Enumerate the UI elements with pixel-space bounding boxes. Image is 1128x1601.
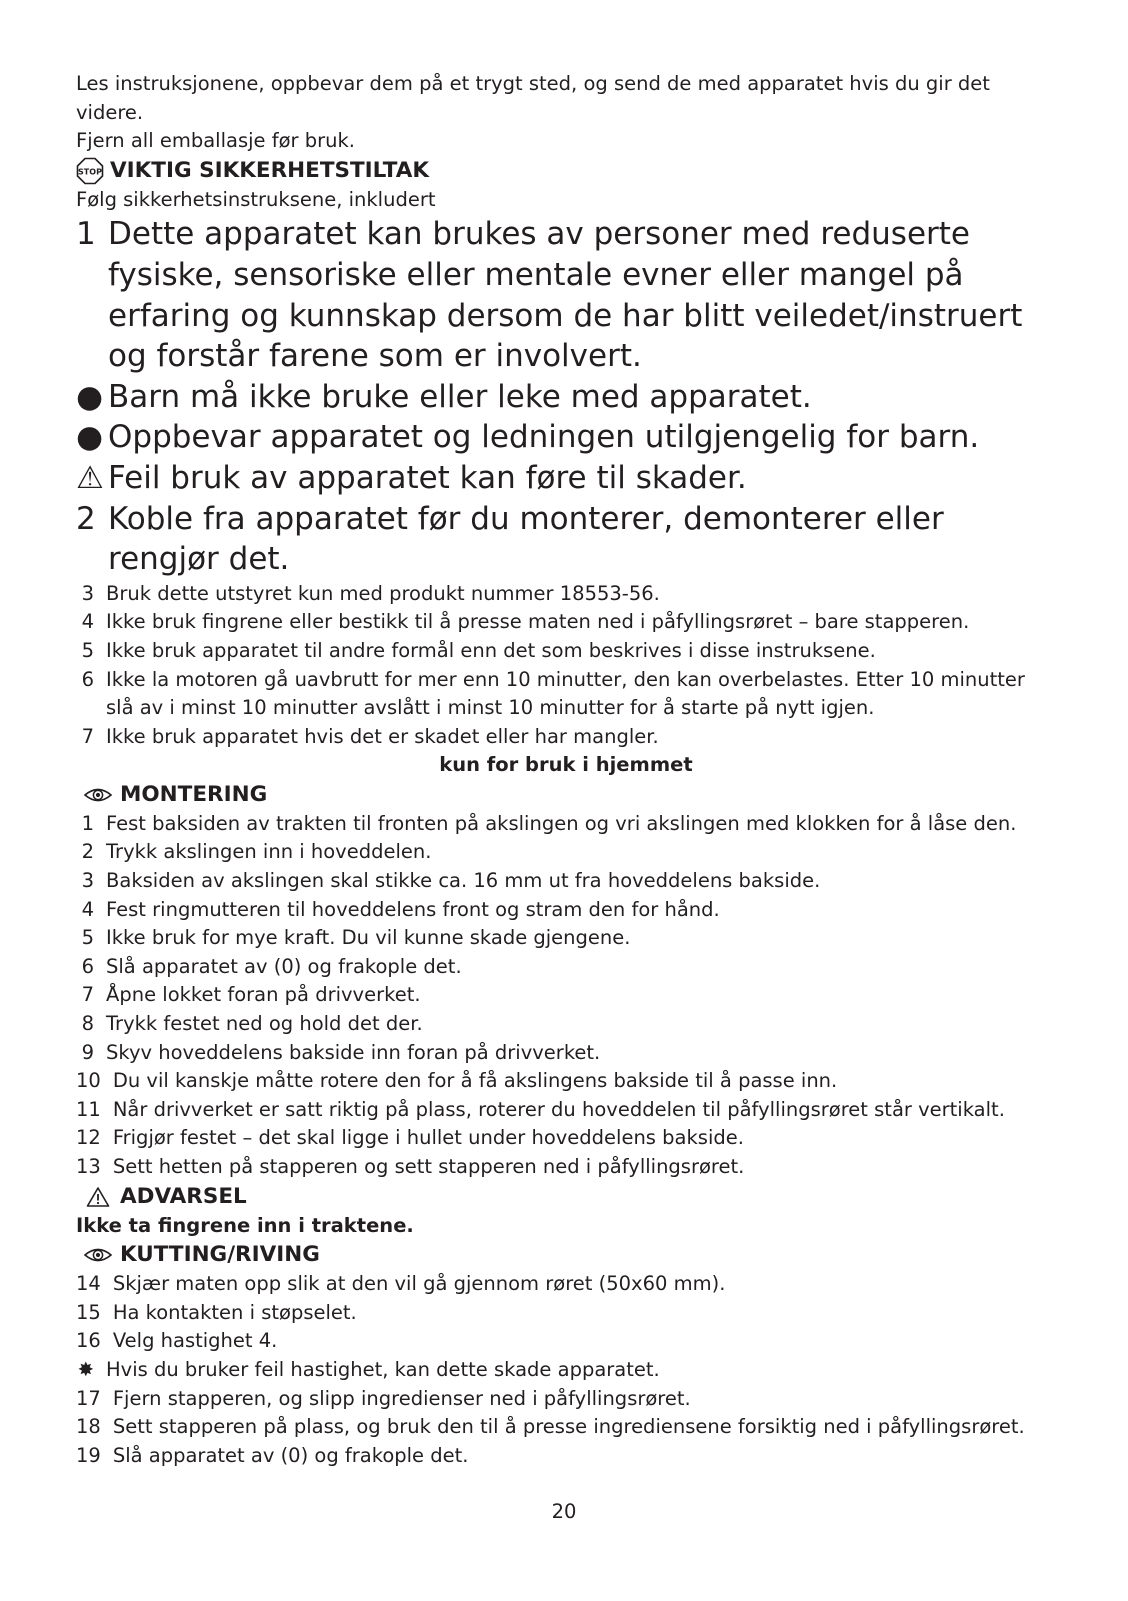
item-number: 14 <box>76 1272 101 1296</box>
item-number: 5 <box>81 926 94 950</box>
safety-title: VIKTIG SIKKERHETSTILTAK <box>110 157 430 183</box>
item-text: Ha kontakten i støpselet. <box>112 1300 357 1324</box>
item-text: Slå apparatet av (0) og frakople det. <box>106 954 462 978</box>
item-text: Skyv hoveddelens bakside inn foran på drivverket. <box>106 1040 601 1064</box>
assembly-heading <box>76 780 1056 810</box>
list-item <box>76 608 1056 637</box>
page-number: 20 <box>551 1500 577 1523</box>
list-item <box>76 214 1056 376</box>
list-item <box>76 867 1056 896</box>
item-number: 7 <box>81 724 94 748</box>
item-number: 10 <box>76 1069 101 1093</box>
starburst-icon: ✸ <box>77 1357 94 1381</box>
warning-title: ADVARSEL <box>120 1183 247 1209</box>
item-text: Slå apparatet av (0) og frakople det. <box>112 1443 469 1467</box>
item-number: 17 <box>76 1386 101 1410</box>
list-item <box>76 1385 1056 1414</box>
item-number: 9 <box>81 1040 94 1064</box>
stop-icon-label: STOP <box>78 167 102 177</box>
item-text: Ikke la motoren gå uavbrutt for mer enn 10 minutter, den kan overbelastes. Etter 10 minutter slå av i minst 10 minutter avslått i minst 10 minutter for å starte på nytt igjen. <box>106 667 1025 720</box>
list-item <box>76 580 1056 609</box>
item-text: Sett stapperen på plass, og bruk den til å presse ingrediensene forsiktig ned i påfyllingsrøret. <box>112 1415 1025 1439</box>
item-number: 12 <box>76 1126 101 1150</box>
item-text: Bruk dette utstyret kun med produkt nummer 18553-56. <box>106 581 660 605</box>
intro-line-1: Les instruksjonene, oppbevar dem på et trygt sted, og send de med apparatet hvis du gir det videre. <box>76 72 990 124</box>
item-number: 6 <box>81 954 94 978</box>
item-text: Åpne lokket foran på drivverket. <box>106 983 421 1007</box>
intro-line-2: Fjern all emballasje før bruk. <box>76 129 355 153</box>
item-number: 2 <box>81 840 94 864</box>
item-text: Du vil kanskje måtte rotere den for å få akslingens bakside til å passe inn. <box>112 1069 838 1093</box>
item-text: Ikke bruk apparatet til andre formål enn det som beskrives i disse instruksene. <box>106 638 876 662</box>
home-use-note: kun for bruk i hjemmet <box>439 753 693 777</box>
item-number: 3 <box>81 869 94 893</box>
item-number: 4 <box>81 610 94 634</box>
item-text: Frigjør festet – det skal ligge i hullet under hoveddelens bakside. <box>112 1126 744 1150</box>
list-item <box>76 953 1056 982</box>
cutting-list <box>76 1270 1056 1470</box>
list-item <box>76 924 1056 953</box>
item-number: 15 <box>76 1300 101 1324</box>
list-item <box>76 1039 1056 1068</box>
item-text: Trykk festet ned og hold det der. <box>106 1012 423 1036</box>
item-text: Dette apparatet kan brukes av personer med reduserte fysiske, sensoriske eller mentale evner eller mangel på erfaring og kunnskap dersom de har blitt veiledet/instruert og forstår farene som er involvert. <box>108 216 1023 375</box>
list-item <box>76 1413 1056 1442</box>
warning-text: Ikke ta fingrene inn i traktene. <box>76 1213 414 1237</box>
item-text: Ikke bruk fingrene eller bestikk til å presse maten ned i påfyllingsrøret – bare stapperen. <box>106 610 970 634</box>
item-text: Ikke bruk for mye kraft. Du vil kunne skade gjengene. <box>106 926 631 950</box>
bullet-icon: ● <box>76 419 104 456</box>
list-item <box>76 1096 1056 1125</box>
list-item <box>76 377 1056 418</box>
item-text: Fest ringmutteren til hoveddelens front og stram den for hånd. <box>106 897 720 921</box>
list-item <box>76 1153 1056 1182</box>
item-number: 16 <box>76 1329 101 1353</box>
item-text: Fest baksiden av trakten til fronten på akslingen og vri akslingen med klokken for å låse den. <box>106 811 1017 835</box>
list-item <box>76 1270 1056 1299</box>
item-text: Velg hastighet 4. <box>112 1329 278 1353</box>
item-text: Fjern stapperen, og slipp ingredienser ned i påfyllingsrøret. <box>112 1386 691 1410</box>
list-item <box>76 838 1056 867</box>
page-content <box>76 70 1056 1470</box>
assembly-list <box>76 810 1056 1182</box>
intro <box>76 70 1056 156</box>
warning-triangle-icon <box>76 1186 120 1208</box>
item-number: 8 <box>81 1012 94 1036</box>
item-number: 6 <box>81 667 94 691</box>
list-item <box>76 1067 1056 1096</box>
list-item <box>76 1327 1056 1356</box>
list-item <box>76 458 1056 499</box>
item-number: 18 <box>76 1415 101 1439</box>
item-text: Ikke bruk apparatet hvis det er skadet eller har mangler. <box>106 724 659 748</box>
item-number: 3 <box>81 581 94 605</box>
item-text: Når drivverket er satt riktig på plass, roterer du hoveddelen til påfyllingsrøret står vertikalt. <box>112 1097 1005 1121</box>
item-number: 2 <box>76 500 96 537</box>
item-number: 5 <box>81 638 94 662</box>
list-item <box>76 810 1056 839</box>
list-item <box>76 666 1056 723</box>
stop-icon <box>76 157 110 185</box>
item-number: 7 <box>81 983 94 1007</box>
safety-small-list <box>76 580 1056 752</box>
item-text: Barn må ikke bruke eller leke med apparatet. <box>108 378 812 415</box>
item-text: Hvis du bruker feil hastighet, kan dette skade apparatet. <box>106 1357 660 1381</box>
item-text: Oppbevar apparatet og ledningen utilgjengelig for barn. <box>108 419 980 456</box>
item-text: Sett hetten på stapperen og sett stapperen ned i påfyllingsrøret. <box>112 1155 745 1178</box>
item-number: 19 <box>76 1443 101 1467</box>
cutting-title: KUTTING/RIVING <box>120 1242 320 1268</box>
item-number: 1 <box>81 811 94 835</box>
warning-triangle-icon: ⚠ <box>76 459 104 496</box>
list-item <box>76 1124 1056 1153</box>
assembly-title: MONTERING <box>120 781 268 807</box>
warning-heading <box>76 1182 1056 1212</box>
bullet-icon: ● <box>76 378 104 415</box>
list-item <box>76 1442 1056 1471</box>
list-item <box>76 417 1056 458</box>
item-number: 1 <box>76 216 96 253</box>
list-item <box>76 1356 1056 1385</box>
eye-icon <box>76 1245 120 1265</box>
list-item <box>76 896 1056 925</box>
list-item <box>76 499 1056 580</box>
item-text: Koble fra apparatet før du monterer, demonterer eller rengjør det. <box>108 500 944 578</box>
item-text: Baksiden av akslingen skal stikke ca. 16 mm ut fra hoveddelens bakside. <box>106 869 821 893</box>
safety-big-list <box>76 214 1056 579</box>
safety-heading <box>76 156 1056 186</box>
item-text: Skjær maten opp slik at den vil gå gjennom røret (50x60 mm). <box>112 1272 726 1296</box>
list-item <box>76 1299 1056 1328</box>
item-number: 13 <box>76 1155 101 1178</box>
item-text: Trykk akslingen inn i hoveddelen. <box>106 840 432 864</box>
list-item <box>76 1010 1056 1039</box>
item-text: Feil bruk av apparatet kan føre til skader. <box>108 459 747 496</box>
item-number: 4 <box>81 897 94 921</box>
eye-icon <box>76 785 120 805</box>
list-item <box>76 723 1056 752</box>
item-number: 11 <box>76 1097 101 1121</box>
list-item <box>76 637 1056 666</box>
cutting-heading <box>76 1240 1056 1270</box>
safety-subtitle: Følg sikkerhetsinstruksene, inkludert <box>76 187 436 211</box>
list-item <box>76 981 1056 1010</box>
